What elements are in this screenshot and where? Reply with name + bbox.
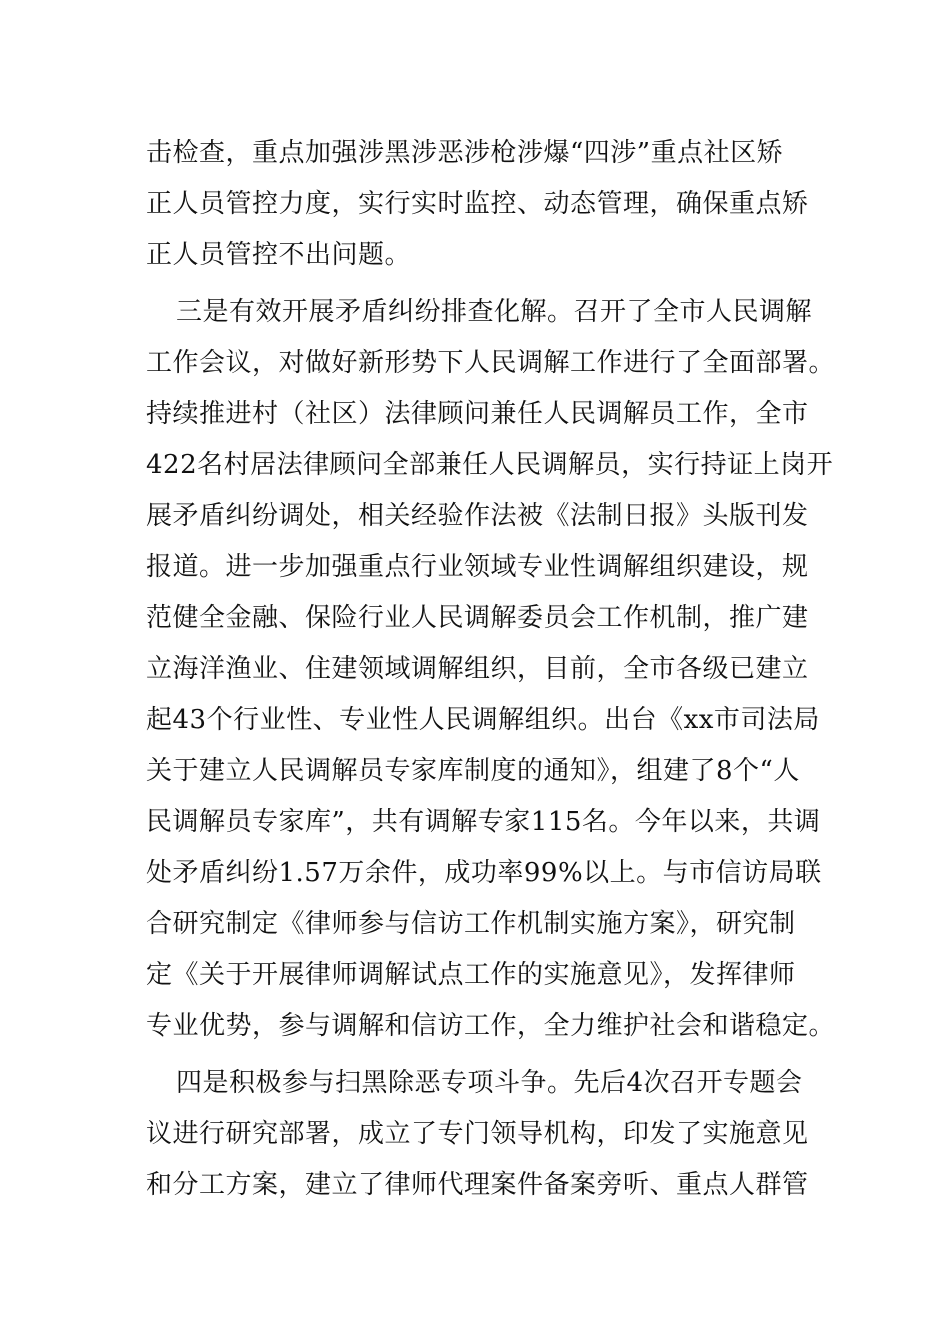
text-line: 民调解员专家库”，共有调解专家115名。今年以来，共调 <box>146 807 821 837</box>
text-line: 处矛盾纠纷1.57万余件，成功率99%以上。与市信访局联 <box>146 858 822 888</box>
text-line: 起43个行业性、专业性人民调解组织。出台《xx市司法局 <box>146 705 820 735</box>
text-line: 持续推进村（社区）法律顾问兼任人民调解员工作，全市 <box>146 399 809 429</box>
paragraph-2 <box>146 287 836 1052</box>
text-line: 击检查，重点加强涉黑涉恶涉枪涉爆“四涉”重点社区矫 <box>146 138 784 168</box>
text-line: 展矛盾纠纷调处，相关经验作法被《法制日报》头版刊发 <box>146 501 809 531</box>
text-line: 四是积极参与扫黑除恶专项斗争。先后4次召开专题会 <box>176 1068 803 1098</box>
text-line: 报道。进一步加强重点行业领域专业性调解组织建设，规 <box>146 552 809 582</box>
text-line: 正人员管控力度，实行实时监控、动态管理，确保重点矫 <box>146 189 809 219</box>
text-line: 合研究制定《律师参与信访工作机制实施方案》，研究制 <box>146 909 796 939</box>
text-line: 定《关于开展律师调解试点工作的实施意见》，发挥律师 <box>146 960 796 990</box>
text-line: 三是有效开展矛盾纠纷排查化解。召开了全市人民调解 <box>176 297 813 327</box>
text-line: 立海洋渔业、住建领域调解组织，目前，全市各级已建立 <box>146 654 809 684</box>
text-line: 正人员管控不出问题。 <box>146 240 412 270</box>
text-line: 工作会议，对做好新形势下人民调解工作进行了全面部署。 <box>146 348 836 378</box>
text-line: 专业优势，参与调解和信访工作，全力维护社会和谐稳定。 <box>146 1011 836 1041</box>
paragraph-3 <box>146 1058 809 1211</box>
paragraph-1 <box>146 128 809 281</box>
text-line: 和分工方案，建立了律师代理案件备案旁听、重点人群管 <box>146 1170 809 1200</box>
document-body <box>146 128 836 1211</box>
text-line: 范健全金融、保险行业人民调解委员会工作机制，推广建 <box>146 603 809 633</box>
text-line: 议进行研究部署，成立了专门领导机构，印发了实施意见 <box>146 1119 809 1149</box>
text-line: 关于建立人民调解员专家库制度的通知》，组建了8个“人 <box>146 756 800 786</box>
text-line: 422名村居法律顾问全部兼任人民调解员，实行持证上岗开 <box>146 450 834 480</box>
